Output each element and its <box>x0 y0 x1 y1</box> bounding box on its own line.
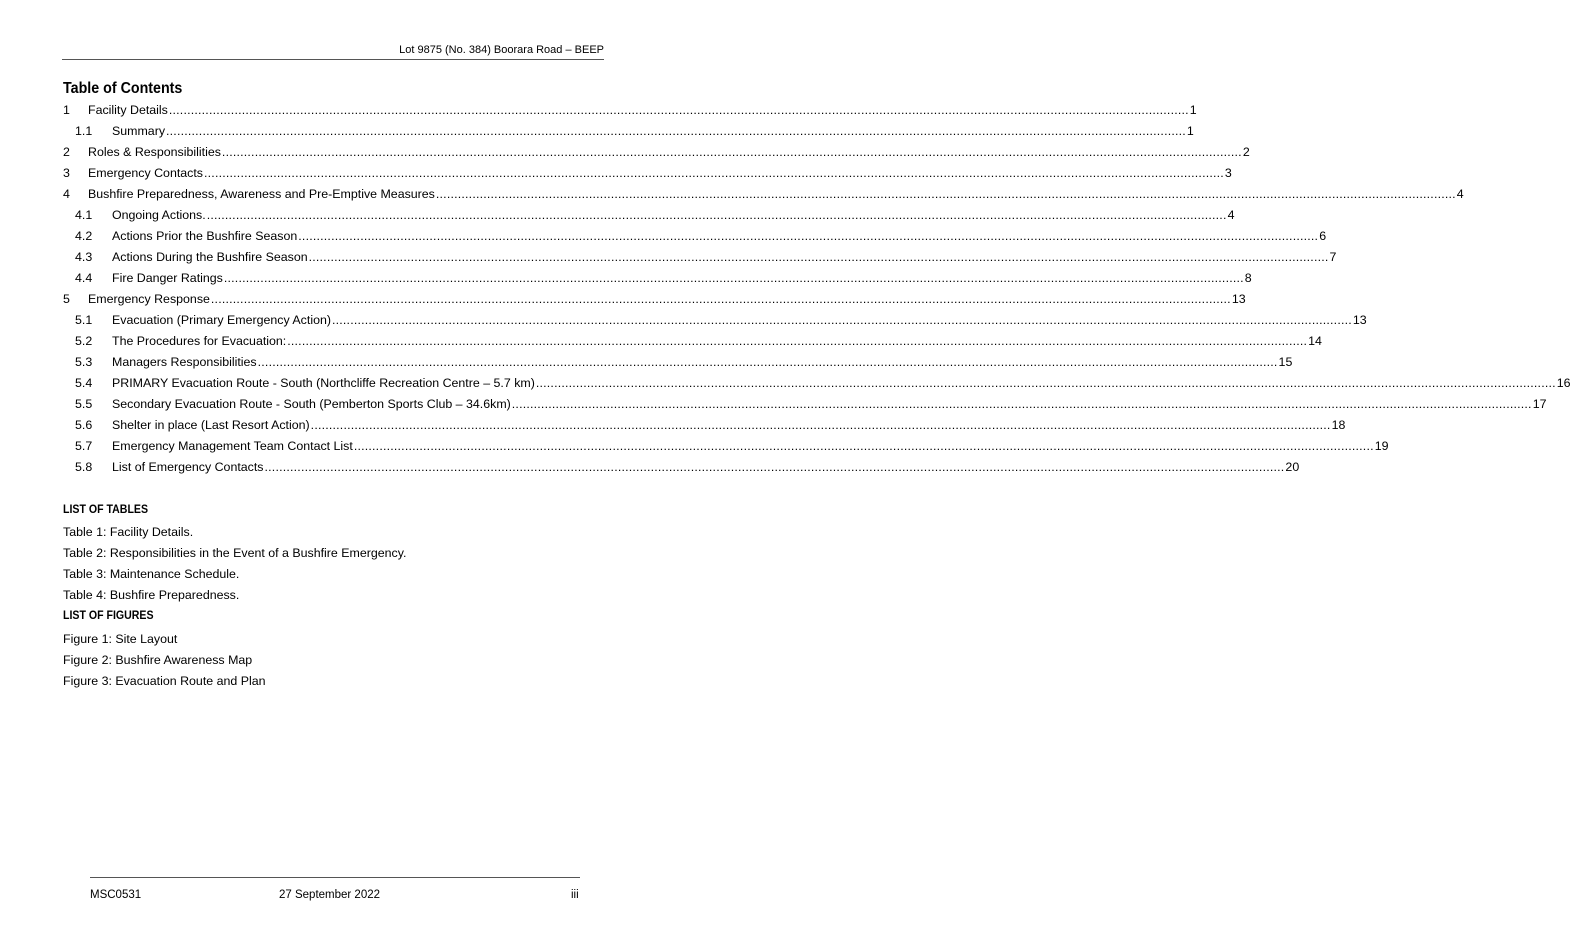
toc-leader-dots <box>354 439 1374 453</box>
toc-entry-number: 4 <box>63 187 70 201</box>
toc-entry-page: 15 <box>1278 355 1293 369</box>
toc-entry-page: 7 <box>1329 250 1337 264</box>
toc-entry[interactable] <box>63 250 1337 271</box>
toc-entry-title: Emergency Response <box>88 292 210 306</box>
toc-entry[interactable] <box>63 145 1250 166</box>
toc-entry-title: Facility Details <box>88 103 168 117</box>
toc-entry-title: Summary <box>112 124 166 138</box>
toc-entry-page: 16 <box>1556 376 1571 390</box>
toc-leader-dots <box>436 187 1456 201</box>
toc-entry-number: 5.3 <box>75 355 93 369</box>
toc-leader-dots <box>258 355 1278 369</box>
toc-entry-page: 13 <box>1352 313 1367 327</box>
toc-entry-number: 4.3 <box>75 250 93 264</box>
toc-leader-dots <box>311 418 1331 432</box>
toc-entry-title: Actions During the Bushfire Season <box>112 250 308 264</box>
toc-entry-number: 5.5 <box>75 397 93 411</box>
toc-entry-number: 3 <box>63 166 70 180</box>
toc-entry-number: 4.4 <box>75 271 93 285</box>
table-list-item: Table 2: Responsibilities in the Event of a Bushfire Emergency. <box>63 546 407 560</box>
table-list-item: Table 4: Bushfire Preparedness. <box>63 588 240 602</box>
list-of-tables <box>63 525 406 609</box>
toc-entry-number: 4.1 <box>75 208 93 222</box>
toc-entry-page: 2 <box>1242 145 1250 159</box>
toc-entry-number: 5.4 <box>75 376 93 390</box>
figure-list-item: Figure 3: Evacuation Route and Plan <box>63 674 266 688</box>
toc-leader-dots <box>512 397 1532 411</box>
toc-entry[interactable] <box>63 376 1571 397</box>
toc-entry-title: Roles & Responsibilities <box>88 145 221 159</box>
toc-entry-title: Managers Responsibilities <box>112 355 257 369</box>
toc-entry-page: 4 <box>1456 187 1464 201</box>
toc-leader-dots <box>224 271 1244 285</box>
header-divider <box>62 59 604 60</box>
toc-entry-title: Fire Danger Ratings <box>112 271 223 285</box>
toc-entry[interactable] <box>63 418 1346 439</box>
figure-list-item: Figure 1: Site Layout <box>63 632 178 646</box>
footer-doc-id: MSC0531 <box>90 889 142 901</box>
toc-leader-dots <box>222 145 1242 159</box>
toc-entry[interactable] <box>63 229 1327 250</box>
toc-entry-number: 4.2 <box>75 229 93 243</box>
toc-entry-title: Emergency Management Team Contact List <box>112 439 353 453</box>
list-of-figures <box>63 632 266 695</box>
toc-entry-page: 20 <box>1285 460 1300 474</box>
toc-entry[interactable] <box>63 187 1464 208</box>
toc-entry[interactable] <box>63 334 1322 355</box>
page-header: Lot 9875 (No. 384) Boorara Road – BEEP <box>399 44 604 56</box>
toc-entry-number: 5.2 <box>75 334 93 348</box>
toc-entry-title: Shelter in place (Last Resort Action) <box>112 418 310 432</box>
toc-entry-page: 6 <box>1319 229 1327 243</box>
toc-entry-title: Ongoing Actions. <box>112 208 206 222</box>
toc-leader-dots <box>204 166 1224 180</box>
footer-divider <box>90 877 580 878</box>
toc-entry-page: 17 <box>1532 397 1547 411</box>
toc-title: Table of Contents <box>63 80 183 97</box>
toc-entry-page: 1 <box>1186 124 1194 138</box>
toc-entry-page: 3 <box>1224 166 1232 180</box>
table-list-item: Table 3: Maintenance Schedule. <box>63 567 240 581</box>
toc-entry-title: Bushfire Preparedness, Awareness and Pre-Emptive Measures <box>88 187 435 201</box>
table-list-item: Table 1: Facility Details. <box>63 525 194 539</box>
toc-leader-dots <box>309 250 1329 264</box>
toc-entry-page: 4 <box>1227 208 1235 222</box>
toc-leader-dots <box>169 103 1189 117</box>
footer-date: 27 September 2022 <box>279 889 381 901</box>
toc-entry-title: Emergency Contacts <box>88 166 204 180</box>
toc-entry[interactable] <box>63 313 1367 334</box>
toc-entry-number: 5 <box>63 292 70 306</box>
toc-entry[interactable] <box>63 271 1252 292</box>
toc-entry[interactable] <box>63 292 1246 313</box>
toc-entry-title: Actions Prior the Bushfire Season <box>112 229 298 243</box>
toc-entry-page: 13 <box>1231 292 1246 306</box>
toc-entry[interactable] <box>63 124 1194 145</box>
toc-leader-dots <box>166 124 1186 138</box>
toc-entry[interactable] <box>63 103 1197 124</box>
figure-list-item: Figure 2: Bushfire Awareness Map <box>63 653 253 667</box>
toc-entry-title: Evacuation (Primary Emergency Action) <box>112 313 331 327</box>
list-of-figures-heading: LIST OF FIGURES <box>63 610 154 622</box>
toc-entry[interactable] <box>63 166 1232 187</box>
toc-entry-page: 1 <box>1189 103 1197 117</box>
toc-entry-number: 5.7 <box>75 439 93 453</box>
toc-entry-number: 1.1 <box>75 124 93 138</box>
toc-entry-title: Secondary Evacuation Route - South (Pemberton Sports Club – 34.6km) <box>112 397 511 411</box>
toc-entry[interactable] <box>63 397 1547 418</box>
toc-leader-dots <box>298 229 1318 243</box>
toc-entry-number: 1 <box>63 103 70 117</box>
table-of-contents <box>63 103 1571 481</box>
toc-leader-dots <box>211 292 1231 306</box>
toc-leader-dots <box>287 334 1307 348</box>
toc-entry-number: 5.1 <box>75 313 93 327</box>
toc-entry-page: 18 <box>1331 418 1346 432</box>
toc-entry[interactable] <box>63 439 1389 460</box>
toc-entry-page: 14 <box>1308 334 1322 348</box>
toc-entry[interactable] <box>63 460 1300 481</box>
toc-entry-number: 2 <box>63 145 70 159</box>
footer-page-number: iii <box>571 889 579 901</box>
toc-entry-title: The Procedures for Evacuation: <box>112 334 287 348</box>
toc-entry-page: 8 <box>1244 271 1252 285</box>
toc-entry-title: List of Emergency Contacts <box>112 460 264 474</box>
toc-leader-dots <box>207 208 1227 222</box>
toc-entry-number: 5.6 <box>75 418 93 432</box>
toc-entry-title: PRIMARY Evacuation Route - South (Northcliffe Recreation Centre – 5.7 km) <box>112 376 535 390</box>
toc-entry[interactable] <box>63 208 1235 229</box>
toc-leader-dots <box>265 460 1285 474</box>
toc-entry-page: 19 <box>1374 439 1389 453</box>
toc-leader-dots <box>536 376 1556 390</box>
toc-entry[interactable] <box>63 355 1293 376</box>
toc-entry-number: 5.8 <box>75 460 93 474</box>
list-of-tables-heading: LIST OF TABLES <box>63 504 149 516</box>
toc-leader-dots <box>332 313 1352 327</box>
